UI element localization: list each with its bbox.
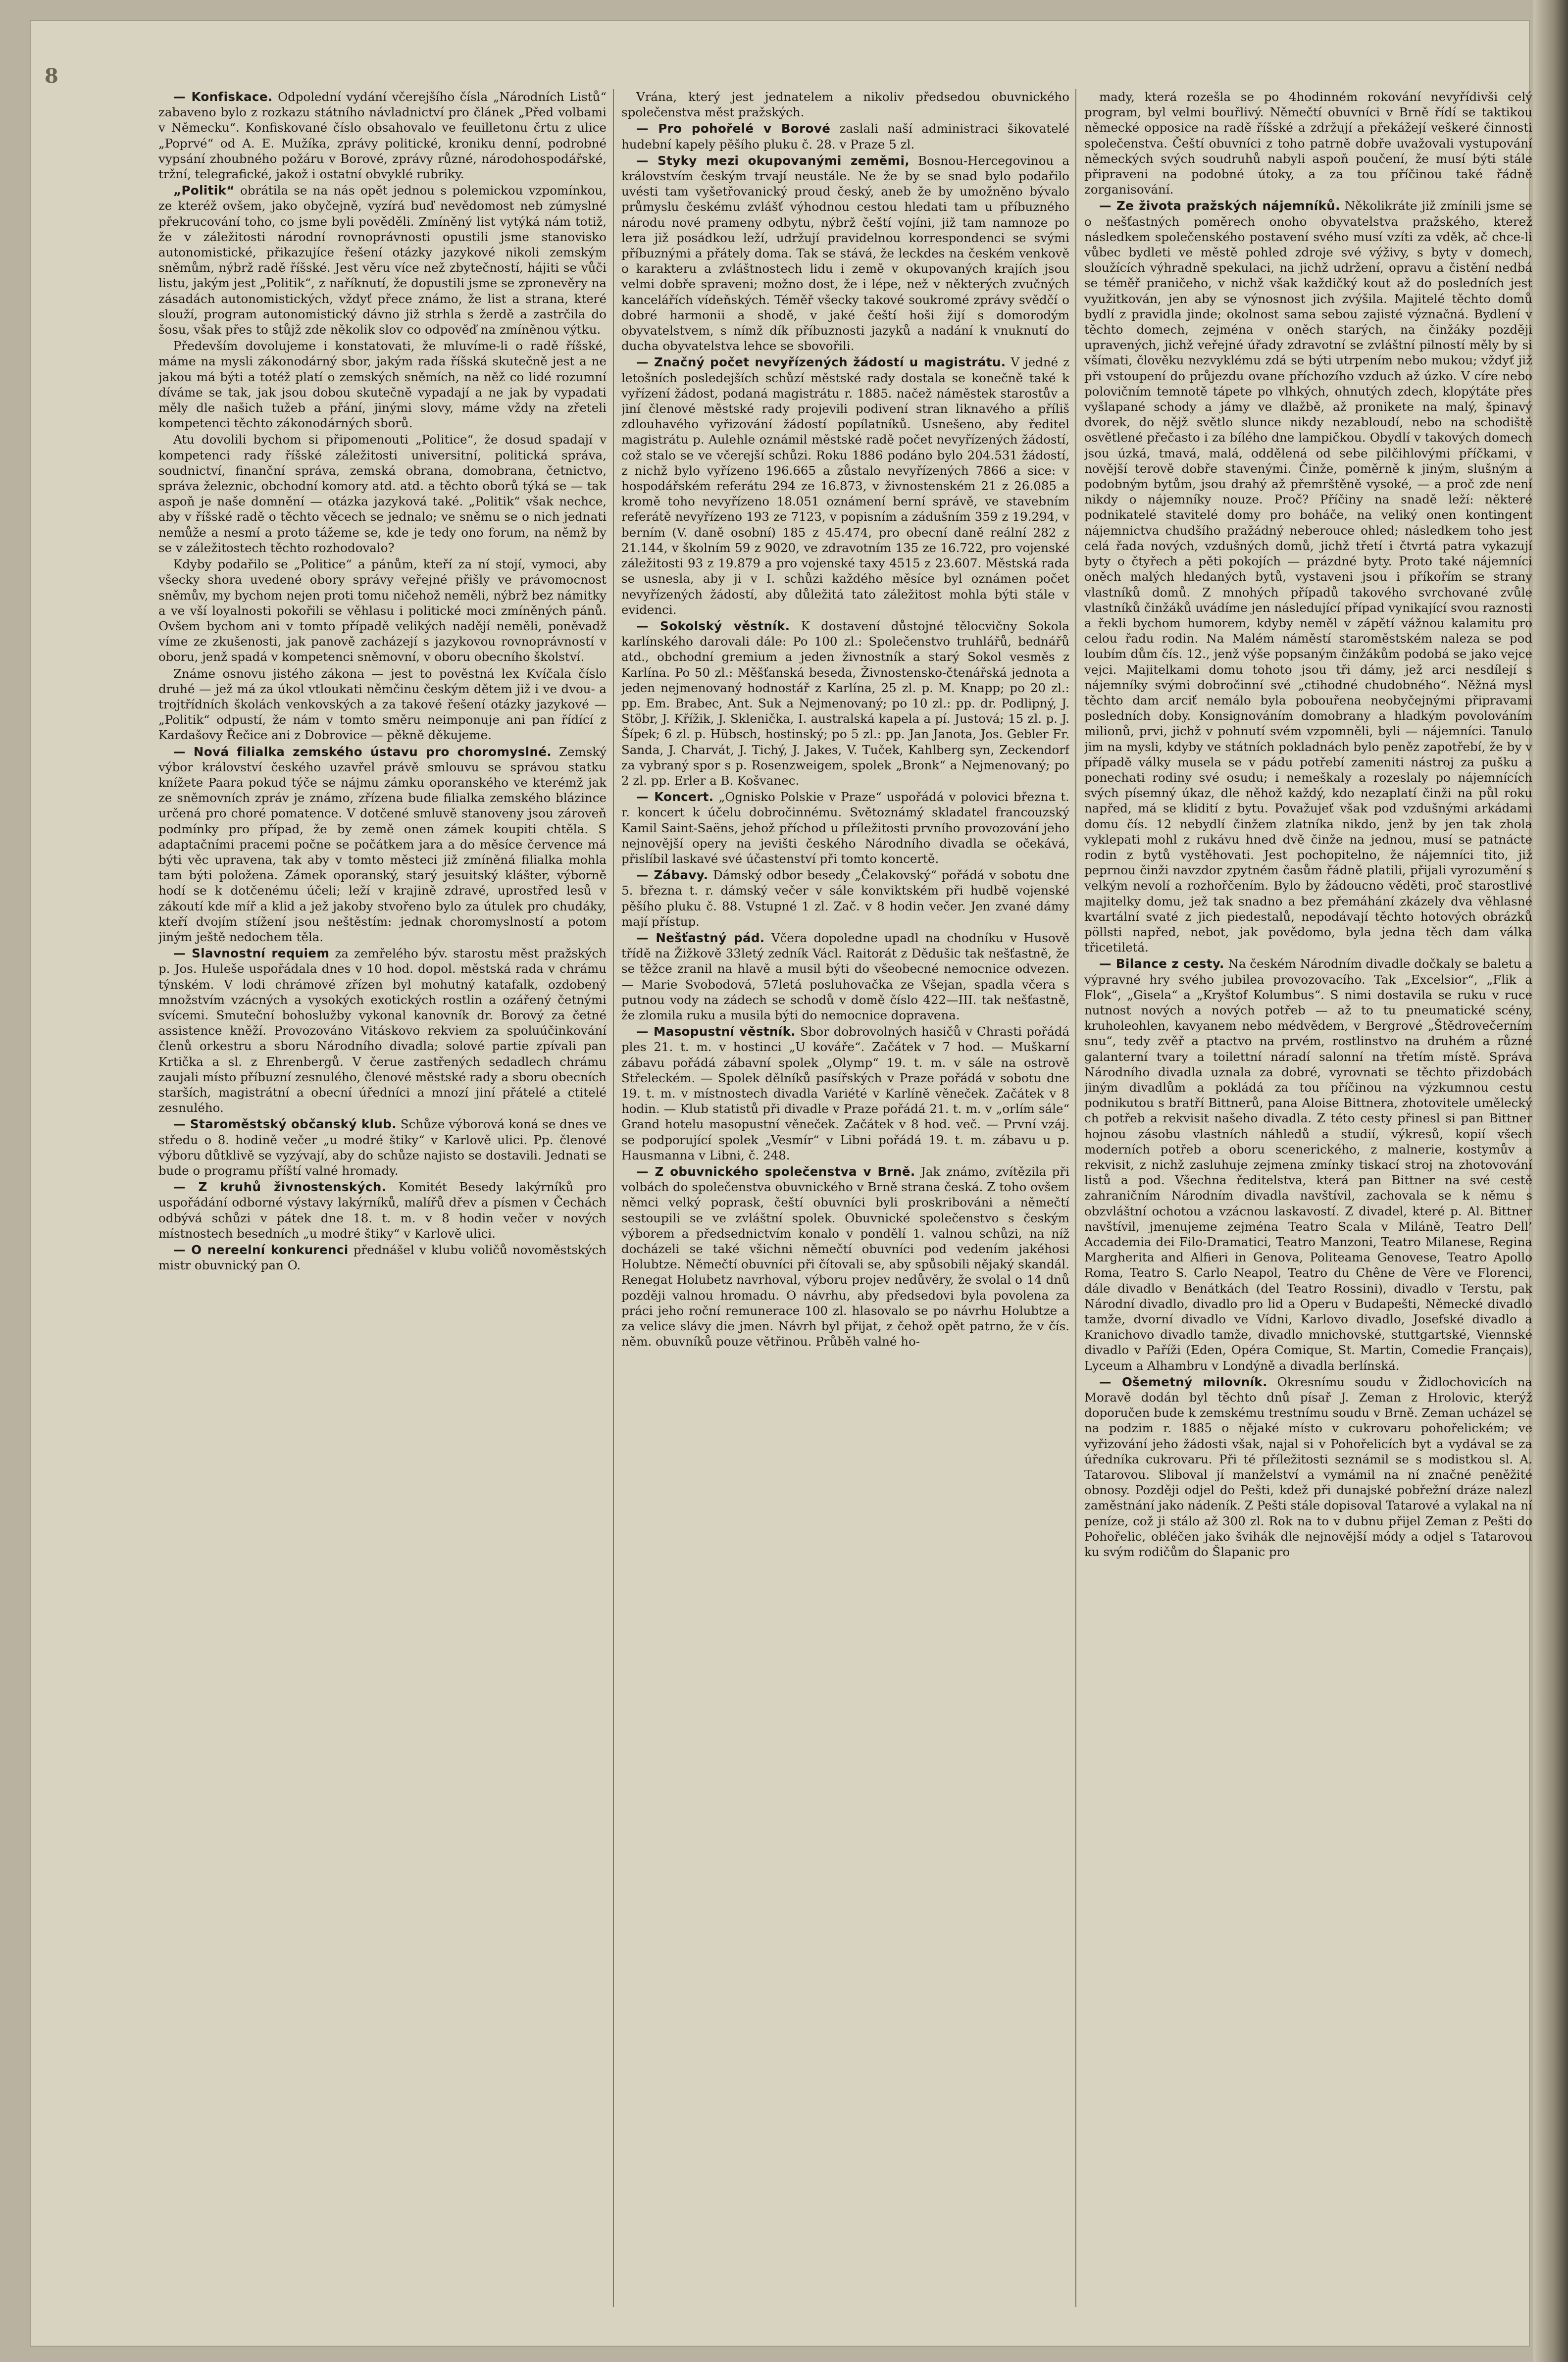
article-paragraph [621,1164,1069,1349]
article-paragraph [621,121,1069,151]
article-paragraph [158,338,607,431]
article-text: Dámský odbor besedy „Čelakovský“ pořádá v sobotu dne 5. března t. r. dámský večer v sále konviktském při hudbě vojenské pěšího pluku č. 88. Vstupné 1 zl. Zač. v 8 hodin večer. Jen zvané dámy mají přístup. [621,868,1069,929]
article-paragraph [1084,198,1532,955]
article-heading: — Masopustní věstník. [636,1024,796,1039]
article-heading: — Nová filialka zemského ústavu pro choromyslné. [173,744,552,759]
article-text: Především dovolujeme i konstatovati, že mluvíme-li o radě říšské, máme na mysli zákonodárný sbor, jakým rada říšská skutečně jest a ne jakou má býti a totéž platí o zemských sněmích, na něž co lidé rozumní díváme se tak, jak jsou dobou skutečně vypadají a ne jak by vypadati měly dle našich tužeb a přání, jinými slovy, máme vždy na zřeteli kompetenci těchto zákonodárných sborů. [158,339,607,431]
book-spine-shadow [1533,0,1568,2362]
article-heading: — Z obuvnického společenstva v Brně. [636,1164,915,1179]
article-paragraph [158,183,607,337]
article-paragraph [158,432,607,555]
article-paragraph [621,618,1069,788]
article-paragraph [621,153,1069,354]
article-paragraph [621,789,1069,866]
article-text: Jak známo, zvítězila při volbách do společenstva obuvnického v Brně strana česká. Z toho ovšem němci velký poprask, čeští obuvníci byli proskribováni a němečtí sestoupili se ve zvláštní spolek. Obuvnické společenstvo s českým výborem a předsednictvím konalo v pondělí 1. valnou schůzi, na níž docházeli se také všichni němečtí obuvníci pod vedením jakéhosi Holubtze. Němečtí obuvníci při čítovali se, aby spůsobili nějaký skandál. Renegat Holubetz navrhoval, výboru projev nedůvěry, že svolal o 14 dnů později valnou hromadu. O návrhu, aby předsedovi byla povolena za práci jeho roční remunerace 100 zl. hlasovalo se po návrhu Holubtze a za velice slávy die jmen. Návrh byl přijat, z čehož opět patrno, že v čís. něm. obuvníků pouze větřinou. Průběh valné ho- [621,1164,1069,1349]
column-rule [613,89,614,2307]
article-heading: — Ošemetný milovník. [1099,1374,1267,1389]
article-text: za zemřelého býv. starostu měst pražských p. Jos. Huleše uspořádala dnes v 10 hod. dopol. městská rada v chrámu týnském. V lodi chrámové zřízen byl mohutný katafalk, ozdobený množstvím vzácných a vysokých exotických rostlin a ozářený četnými svícemi. Smuteční bohoslužby vykonal kanovník dr. Borový za četné assistence kněží. Provozováno Vitáskovo rekviem za spoluúčinkování členů orkestru a sboru Národního divadla; solové partie zpívali pan Krtička a sl. z Ehrenbergů. V čerue zastřených sedadlech chrámu zaujali místo příbuzní zesnulého, členové městské rady a sboru obecních starších, magistrátní a obecní úředníci a mnozí jiní přátelé a ctitelé zesnulého. [158,946,607,1115]
column-rule [1075,89,1076,2307]
article-text: Komitét Besedy lakýrníků pro uspořádání odborné výstavy lakýrníků, malířů dřev a písmen v Čechách odbývá schůzi v pátek dne 18. t. m. v 8 hodin večer v nových místnostech besedních „u modré štiky“ v Karlově ulici. [158,1180,607,1241]
article-heading: — Ze života pražských nájemníků. [1099,199,1340,213]
article-paragraph [1084,956,1532,1373]
article-text: Schůze výborová koná se dnes ve středu o 8. hodině večer „u modré štiky“ v Karlově ulici. Pp. členové výboru důtklivě se vyzývají, aby do schůze najisto se dostavili. Jednati se bude o programu příští valné hromady. [158,1117,607,1178]
article-heading: — Z kruhů živnostenských. [173,1180,387,1195]
article-heading: — O nereelní konkurenci [173,1243,349,1257]
article-paragraph [1084,89,1532,197]
article-paragraph [621,89,1069,120]
article-text: Odpolední vydání včerejšího čísla „Národních Listů“ zabaveno bylo z rozkazu státního návladnictví pro článek „Před volbami v Německu“. Konfiskované číslo obsahovalo ve feuilletonu črtu z ulice „Poprvé“ od A. E. Mužíka, zprávy politické, kroniku denní, podrobné vypsání zhoubného požáru v Borové, zprávy různé, národohospodářské, tržní, telegrafické, jakož i ostatní obvyklé rubriky. [158,90,607,182]
article-paragraph [158,666,607,743]
article-text: Atu dovolili bychom si připomenouti „Politice“, že dosud spadají v kompetenci rady říšské záležitosti universitní, politická správa, soudnictví, finanční správa, zemská obrana, domobrana, četnictvo, správa železnic, obchodní komory atd. atd. a těchto oborů týká se — tak aspoň je naše domnění — otázka jazyková také. „Politik“ však nechce, aby v říšské radě o těchto věcech se jednalo; ve sněmu se o nich jednati nemůže a nesmí a proto tážeme se, kde je tedy ono forum, na němž by se v záležitostech těchto rozhodovalo? [158,432,607,555]
article-text: Bosnou-Hercegovinou a královstvím českým trvají neustále. Ne že by se snad bylo podařilo uvésti tam vyšetřovanický proud český, aneb že by umožněno bývalo průmyslu českému zvlášť výhodnou cestou hledati tam u příbuzného národu nové prameny odbytu, nýbrž čeští vojíni, již tam namnoze po lета již posádkou leží, udržují pravidelnou korrespondenci se svými příbuznými a přátely doma. Tak se stává, že leckdes na českém venkově o karakteru a zvláštnostech lidu i země v okupovaných krajích jsou velmi dobře spraveni; možno dost, že i lépe, než v některých zvučných kancelářích vídeňských. Téměř všecky takové soukromé zprávy svědčí o dobré harmonii a shodě, v jaké čeští hoši žijí s domorodým obyvatelstvem, s nímž dík příbuznosti jazyků a nadání k vnuknutí do ducha obyvatelstva lehce se sbovořili. [621,153,1069,353]
article-heading: „Politik“ [173,183,235,198]
article-paragraph [158,89,607,182]
article-heading: — Staroměstský občanský klub. [173,1117,397,1132]
article-text: mady, která rozešla se po 4hodinném rokování nevyřídivši celý program, byl velmi bouřlivý. Němečtí obuvníci v Brně řídí se taktikou německé opposice na radě říšské a zdržují a překážejí veškeré činnosti společenstva. Čeští obuvníci z toho patrně dobře uvažovali vystupování německých svých soudruhů nabyli aspoň poučení, že musí býti stále připraveni na podobné útoky, a za tou příčinou také řádně zorganisování. [1084,90,1532,197]
article-heading: — Konfiskace. [173,90,273,104]
article-text: Kdyby podařilo se „Politice“ a pánům, kteří za ní stojí, vymoci, aby všecky shora uvedené obory správy veřejné přišly ve právomocnost sněmův, my bychom nejen proti tomu ničehož neměli, nýbrž bez námitky a ve vší loyalnosti pokořili se věhlasu i politické moci zmíněných pánů. Ovšem bychom ani v tomto případě velikých nadějí neměli, poněvadž víme ze zkušenosti, jak panově zacházejí s jazykovou rovnoprávností v oboru, jenž spadá v kompetenci sněmovní, v oboru obecního školství. [158,557,607,664]
article-heading: — Nešťastný pád. [636,930,765,945]
article-heading: — Koncert. [636,790,714,804]
article-paragraph [621,867,1069,929]
column-1 [158,89,607,2307]
article-heading: — Značný počet nevyřízených žádostí u magistrátu. [636,355,1006,370]
article-text: „Ognisko Polskie v Praze“ uspořádá v polovici března t. r. koncert k účelu dobročinnému. Světoznámý skladatel francouzský Kamil Saint-Saëns, jehož příchod u příležitosti prvního provozování jeho nejnovější opery na jevišti českého Národního divadla se očekává, přislíbil laskavé své účastenství při tomto koncertě. [621,790,1069,866]
article-heading: — Slavnostní requiem [173,946,330,961]
article-heading: — Sokolský věstník. [636,618,790,633]
article-text: Sbor dobrovolných hasičů v Chrasti pořádá ples 21. t. m. v hostinci „U kováře“. Začátek v 7 hod. — Muškarní zábavu pořádá zábavní spolek „Olymp“ 19. t. m. v sále na ostrově Střeleckém. — Spolek dělníků pasířských v Praze pořádá v sobotu dne 19. t. m. v místnostech divadla Variété v Karlíně věneček. Začátek v 8 hodin. — Klub statistů při divadle v Praze pořádá 21. t. m. v „orlím sále“ Grand hotelu masopustní věneček. Začátek v 8 hod. več. — První vzáj. se podporující spolek „Vesmír“ v Libni pořádá 19. t. m. zábavu u p. Hausmanna v Libni, č. 248. [621,1024,1069,1162]
article-paragraph [621,930,1069,1023]
article-text: Několikráte již zmínili jsme se o nešťastných poměrech onoho obyvatelstva pražského, kterež následkem společenského postavení svého musí vzíti za vděk, ač chce-li vůbec bydleti ve městě pohled zdroje své výživy, s byty v domech, sloužících výhradně spekulaci, na jichž udržení, opravu a čistění nedbá se téměř praničeho, v nichž však každičký kout až do posledních jest využitkován, jen aby se výnosnost jich zvýšila. Majitelé těchto domů bydlí z pravidla jinde; okolnost sama sebou zajisté význačná. Bydlení v těchto domech, zejména v oněch starých, na činžáky později upravených, jichž veřejné úřady zdravotní se zvláštní pilností měly by si všímati, člověku nezvyklému zdá se býti utrpením nebo mukou; vždyť již při vstoupení do průjezdu ovane příchozího vzduch až úzko. V círe nebo polovičním temnotě tápete po vlhkých, ohnutých zdech, klopýtáte přes vyšlapané schody a jámy ve dlažbě, až pronikete na malý, špinavý dvorek, do nějž světlo slunce nikdy nezabloudí, nebo na schodiště osvětlené přečasto i za bílého dne lampičkou. Obydlí v takových domech jsou úzká, tmavá, malá, oddělená od sebe pilčihlovými příčkami, v novější terově dobře stavenými. Činže, poměrně k jiným, slušným a podobným bytům, jsou drahý až přemrštěně vysoké, — a proč zde není nikdy o nájemníky nouze. Proč? Příčiny na snadě leží: některé podnikatelé stavitelé domy pro boháče, na veliký onen kontingent nájemnictva chudšího pražádný neberouce ohled; následkem toho jest celá řada nových, vzdušných domů, jichž třetí i čtvrtá patra vykazují byty o čtyřech a pěti pokojích — prázdné byty. Proto také nájemníci oněch malých hledaných bytů, vystaveni jsou i příkořím se strany vlastníků domů. Z mnohých případů takového svrchované zvůle vlastníků činžáků uvádíme jen následující případ vynikající svou raznosti a řekli bychom humorem, kdyby neměl v zápětí vážnou kalamitu pro celou řadu rodin. Na Malém náměstí staroměstském naleza se pod loubím dům čís. 12., jenž výše popsaným činžákům podobá se jako vejce vejci. Majitelkami domu tohoto jsou tři dámy, jež arci nesdílejí s nájemníky svými dobročinní své „ctihodné chudobného“. Něžná mysl těchto dam arciť nemálo byla pobouřena neobyčejnými připravami posledních doby. Konsignováním domobrany a hladkým povolováním milionů, prvi, jichž v pohnutí svém vzpomněli, byli — nájemníci. Tanulo jim na mysli, kdyby ve státních pokladnách bylo peněz zapotřebí, že by v případě války musela se v pádu potřebí zameniti nástroj za pušku a ponechati rodiny své osudu; i nemeškaly a rozeslaly po nájemnících svých písemný úkaz, dle něhož každý, kdo nezaplatí činži na půl roku napřed, má se klidití z bytu. Považujeť však pod vzdušnými arkádami domu čís. 12 nebydlí činžem zlatníka nikdo, jenž by jen tak zhola vyklepati mohl z rukávu hned dvě činže na jednou, musí se patnácte rodin z bytů vystěhovati. Jest pochopitelno, že nájemníci tito, již peprnou činži navzdor zpytném časům řádně platili, přijali vyrozumění s velkým nevolí a rozhořčením. Bylo by žádoucno věděti, proč starostlivé majitelky domu, jež tak snadno a bez přemáhání zkázely dva věhlasné kvartální svaté z jich piedestalů, nepodávají těchto hotových obrázků pöllsti napřed, nebot, jak povědomo, byla jedna těch dam válka třicetiletá. [1084,199,1532,955]
article-paragraph [158,1179,607,1241]
article-heading: — Styky mezi okupovanými zeměmi, [636,153,910,168]
article-text: přednášel v klubu voličů novoměstských mistr obuvnický pan O. [158,1243,607,1273]
article-heading: — Zábavy. [636,868,708,883]
article-paragraph [158,556,607,664]
page-corner-mark: 8 [45,64,59,88]
article-text: Vrána, který jest jednatelem a nikoliv předsedou obuvnického společenstva měst pražských. [621,90,1069,120]
column-3 [1084,89,1532,2307]
article-text: Zemský výbor království českého uzavřel právě smlouvu se správou statku knížete Paara pokud týče se nájmu zámku oporanského ve kterémž jak ze sněmovních zpráv je známo, zřízena bude filialka zemského blázince určená pro choré pomatence. V dotčené smluvě stanoveny jsou zároveň podmínky pro případ, že by země onen zámek koupiti chtěla. S adaptačními pracemi počne se počátkem jara a do měsíce července má býti věc upravena, tak aby v tomto městeci již zmíněná filialka mohla tam býti položena. Zámek oporanský, starý jesuitský klášter, výborně hodí se k dotčenému účeli; leží v krajině zdravé, uprostřed lesů v zákoutí kde míř a klid a jež jakoby stvořeno bylo za útulek pro chudáky, kteří dvojím stížení jsou neštěstím: jednak choromyslností a potom jiným ještě nedochem těla. [158,744,607,944]
article-paragraph [1084,1374,1532,1559]
column-2 [621,89,1069,2307]
article-text: Na českém Národním divadle dočkaly se baletu a výpravné hry svého jubilea provozovacího. Tak „Excelsior“, „Flik a Flok“, „Gisela“ a „Kryštof Kolumbus“. S nimi dostavila se ruku v ruce nutnost nových a nových potřeb — až to tu pneumatické scény, kruholeohlen, kavyanem nebo médvědem, v Bergrové „Štědrovečerním snu“, tedy zvěř a ptactvo na prvém, rostlinstvo na druhém a různé galanterní tvary a toilettní náradí salonní na třetím místě. Správa Národního divadla uznala za dobré, vyrovnati se těchto přizdobách jiným divadlům a pokládá za tou příčinou na výzkumnou cestu podnikutou s bratří Bittnerů, pana Aloise Bittnera, zhotovitele umělecký ch potřeb a rekvisit našeho divadla. Z této cesty přinesl si pan Bittner hojnou zásobu vlastních náhledů a studií, výkresů, kopií všech moderních potřeb a oboru scenerického, z malnerie, kostymův a rekvisit, z nichž zasluhuje zejmena zmínky tiskací stroj na zhotovování listů a pod. Všechna ředitelstva, která pan Bittner na své cestě zahraničním Národním divadla navštívil, zachovala se k němu s obzvláštní ochotou a vzácnou laskavostí. Z divadel, které p. Al. Bittner navštívil, jmenujeme zejména Teatro Scala v Miláně, Teatro Dell’ Accademia dei Filo-Dramatici, Teatro Manzoni, Teatro Milanese, Regina Margherita and Alfieri in Genova, Politeama Genovese, Teatro Apollo Roma, Teatro S. Carlo Neapol, Teatro du Chêne de Vère ve Florenci, dále divadlo v Benátkách (del Teatro Rossini), divadlo v Terstu, pak Národní divadlo, divadlo pro lid a Operu v Budapešti, Německé divadlo tamže, dvorní divadlo ve Vídni, Karlovo divadlo, Josefské divadlo a Kranichovo divadlo tamže, divadlo mnichovské, stuttgartské, Viennské divadlo v Paříži (Eden, Opéra Comique, St. Martin, Comedie Français), Lyceum a Alhambru v Londýně a divadla berlínská. [1084,956,1532,1373]
article-text: V jedné z letošních posledejších schůzí městské rady dostala se konečně také k vyřízení žádost, podaná magistrátu r. 1885. načež náměstek starostův a jiní členové městské rady projevili podivení stran liknavého a příliš zdlouhavého vyřizování žádostí popílatníků. Usnešeno, aby ředitel magistrátu p. Aulehle oznámil městské radě počet nevyřízených žádostí, což stalo se ve včerejší schůzi. Roku 1886 podáno bylo 204.531 žádostí, z nichž bylo vyřízeno 196.665 a zůstalo nevyřízených 7866 a sice: v hospodářském referátu 294 ze 16.873, v živnostenském 21 z 26.085 a kromě toho nevyřízeno 18.051 oznámení berní správě, ve stavebním referátě nevyřízeno 193 ze 7123, v popisním a zádušním 359 z 19.294, v berním (V. daně osobní) 185 z 45.474, pro obecní daně reální 282 z 21.144, v školním 59 z 9020, ve zdravotním 135 ze 16.722, pro vojenské záležitosti 93 z 19.879 a pro vojenské taxy 4515 z 23.607. Městská rada se usnesla, aby ji v I. schůzi každého měsíce byl oznámen počet nevyřízených žádostí, aby důležitá tato záležitost mohla býti stále v evidenci. [621,355,1069,617]
article-heading: — Pro pohořelé v Borové [636,121,831,136]
article-text: zaslali naší administraci šikovatelé hudební kapely pěšího pluku č. 28. v Praze 5 zl. [621,121,1069,151]
article-text: Včera dopoledne upadl na chodníku v Husově třídě na Žižkově 33letý zedník Václ. Raitorát z Dědušic tak nešťastně, že se těžce zranil na hlavě a musil býti do všeobecné nemocnice odvezen. — Marie Svobodová, 57letá posluhovačka ze Všejan, spadla včera s putnou vody na zádech se schodů v domě číslo 422—III. tak nešťastně, že zlomila ruku a musila býti do nemocnice dopravena. [621,930,1069,1022]
article-text: K dostavení důstojné tělocvičny Sokola karlínského darovali dále: Po 100 zl.: Společenstvo truhlářů, bednářů atd., obchodní gremium a jeden živnostník a starý Sokol vesměs z Karlína. Po 50 zl.: Měšťanská beseda, Živnostensko-čtenářská jednota a jeden nejmenovaný hodnostář z Karlína, 25 zl. p. M. Knapp; po 20 zl.: pp. Em. Brabec, Ant. Suk a Nejmenovaný; po 10 zl.: pp. dr. Podlipný, J. Stöbr, J. Křížik, J. Sklenička, I. australská kapela a pí. Justová; 15 zl. p. J. Šípek; 6 zl. p. Hübsch, hostinský; po 5 zl.: pp. Jan Janota, Jos. Gebler Fr. Sanda, J. Charvát, J. Tichý, J. Jakes, V. Tuček, Kahlberg syn, Zeckendorf za vybraný spor s p. Rosenzweigem, spolek „Bronk“ a Nejmenovaný; po 2 zl. pp. Erler a B. Košvanec. [621,618,1069,788]
article-paragraph [158,744,607,945]
article-paragraph [158,1116,607,1178]
article-heading: — Bilance z cesty. [1099,956,1224,971]
article-paragraph [158,946,607,1115]
article-text: Okresnímu soudu v Židlochovicích na Moravě dodán byl těchto dnů písař J. Zeman z Hrolovic, kterýž doporučen bude k zemskému trestnímu soudu v Brně. Zeman ucházel se na podzim r. 1885 o nějaké místo v cukrovaru pohořelickém; ve vyřizování jeho žádosti však, najal si v Pohořelicích byt a vydával se za úředníka cukrovaru. Při té příležitosti seznámil se s modistkou sl. A. Tatarovou. Sliboval jí manželství a vymámil na ní značné peněžité obnosy. Později odjel do Pešti, kdež při dunajské pobřežní dráze nalezl zaměstnání jako nádeník. Z Pešti stále dopisoval Tatarové a vylakal na ní peníze, což ji stálo až 300 zl. Rok na to v dubnu přijel Zeman z Pešti do Pohořelic, obléčen jako švihák dle nejnovější módy a odjel s Tatarovou ku svým rodičům do Šlapanic pro [1084,1374,1532,1559]
article-text: obrátila se na nás opět jednou s polemickou vzpomínkou, ze kteréž ovšem, jako obyčejně, vyzírá buď nevědomost neb zúmyslné překrucování toho, co jsme byli pověděli. Zmíněný list vytýká nám totiž, že v záležitosti národní rovnoprávnosti opustili jsme stanovisko autonomistické, přikazujíce řešení otázky jazykové nikoli zemským sněmům, nýbrž radě říšské. Jest věru více než zbytečností, hájiti se vůči listu, jakým jest „Politik“, z naříknutí, že dopustili jsme se zpronevěry na zásadách autonomistických, vždyť přece známo, že list a strana, které slouží, program autonomistický dávno již strhla s žerdě a zastrčila do šosu, však přes to stůjž zde několik slov co odpověď na zmíněnou výtku. [158,183,607,337]
article-text: Známe osnovu jistého zákona — jest to pověstná lex Kvíčala číslo druhé — jež má za úkol vtloukati němčinu českým dětem již i ve dvou- a trojtřídních školách venkovských a za takové řešení otázky jazykové — „Politik“ odpustí, že nám v tomto směru neimponuje ani pan řídící z Kardašovy Řečice ani z Dobrovice — pěkně děkujeme. [158,666,607,743]
article-paragraph [158,1242,607,1273]
article-paragraph [621,1024,1069,1163]
article-paragraph [621,354,1069,617]
